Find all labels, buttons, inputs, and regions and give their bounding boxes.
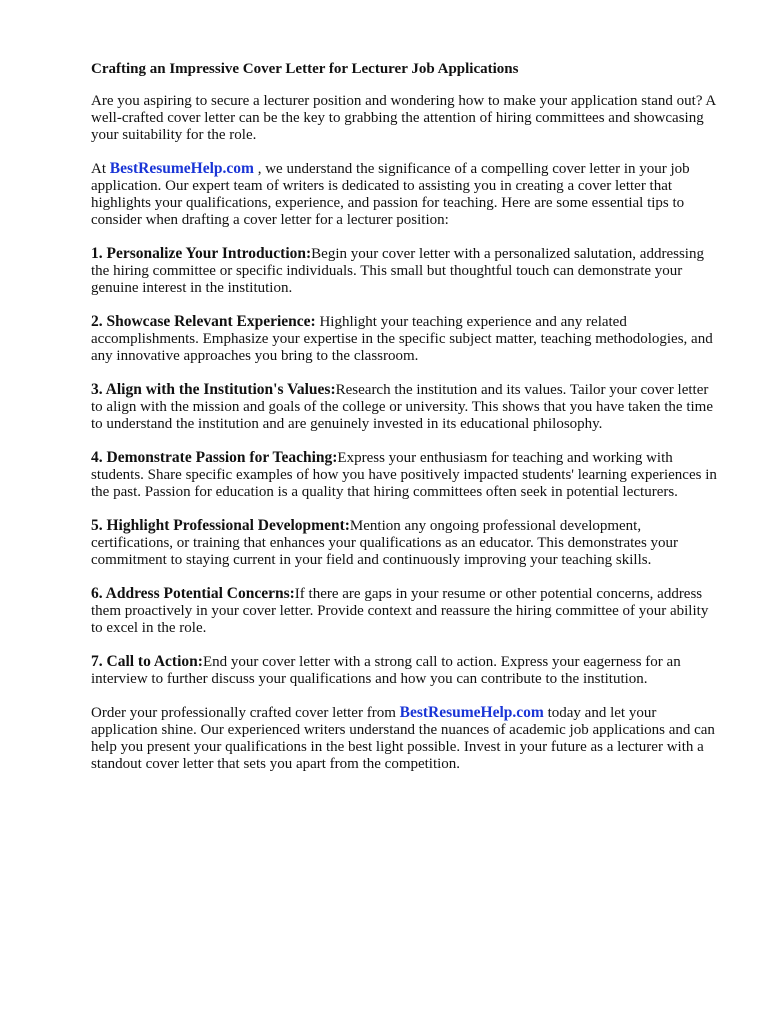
tip-heading: 7. Call to Action: xyxy=(91,653,203,670)
tip-heading: 4. Demonstrate Passion for Teaching: xyxy=(91,449,338,466)
company-text: , we understand the significance of a compelling cover letter in your job application. Our expert team of writers is dedicated to assisting you in creating a cover letter that highlights your qualifications, experience, and passion for teaching. Here are some essential tips to consider when drafting a cover letter for a lecturer position: xyxy=(91,161,690,228)
company-paragraph xyxy=(91,160,723,229)
document-title: Crafting an Impressive Cover Letter for Lecturer Job Applications xyxy=(91,61,519,77)
tip-paragraph xyxy=(91,449,723,501)
tip-text: Highlight your teaching experience and any related accomplishments. Emphasize your expertise in the specific subject matter, teaching methodologies, and any innovative approaches you bring to the classroom. xyxy=(91,314,713,364)
intro-paragraph: Are you aspiring to secure a lecturer position and wondering how to make your application stand out? A well-crafted cover letter can be the key to grabbing the attention of hiring committees and showcasing your suitability for the role. xyxy=(91,93,716,143)
tip-heading: 5. Highlight Professional Development: xyxy=(91,517,350,534)
tip-paragraph xyxy=(91,517,723,569)
closing-paragraph xyxy=(91,704,723,773)
tip-paragraph xyxy=(91,585,723,637)
tip-text: Mention any ongoing professional development, certifications, or training that enhances your qualifications as an educator. This demonstrates your commitment to staying current in your field and continuously improving your teaching skills. xyxy=(91,518,679,568)
company-prefix: At xyxy=(91,161,106,177)
tip-text: If there are gaps in your resume or other potential concerns, address them proactively in your cover letter. Provide context and reassure the hiring committee of your ability to excel in the role. xyxy=(91,586,709,636)
tip-paragraph xyxy=(91,245,723,297)
tip-text: Begin your cover letter with a personalized salutation, addressing the hiring committee or specific individuals. This small but thoughtful touch can demonstrate your genuine interest in the institution. xyxy=(91,246,704,296)
bestresumehelp-link[interactable]: BestResumeHelp.com xyxy=(109,160,254,177)
tip-heading: 6. Address Potential Concerns: xyxy=(91,585,295,602)
tip-text: End your cover letter with a strong call to action. Express your eagerness for an interview to further discuss your qualifications and how you can contribute to the institution. xyxy=(91,654,681,687)
tip-paragraph xyxy=(91,313,723,365)
bestresumehelp-link[interactable]: BestResumeHelp.com xyxy=(399,704,544,721)
tip-paragraph xyxy=(91,653,723,688)
closing-prefix: Order your professionally crafted cover letter from xyxy=(91,705,396,721)
tip-text: Research the institution and its values. Tailor your cover letter to align with the mission and goals of the college or university. This shows that you have taken the time to understand the institution and are genuinely invested in its educational philosophy. xyxy=(91,382,713,432)
document-page xyxy=(91,60,723,789)
tip-heading: 3. Align with the Institution's Values: xyxy=(91,381,336,398)
tip-text: Express your enthusiasm for teaching and working with students. Share specific examples of how you have positively impacted students' learning experiences in the past. Passion for education is a quality that hiring committees often seek in potential lecturers. xyxy=(91,450,717,500)
closing-text: today and let your application shine. Our experienced writers understand the nuances of academic job applications and can help you present your qualifications in the best light possible. Invest in your future as a lecturer with a standout cover letter that sets you apart from the competition. xyxy=(91,705,715,772)
tip-heading: 2. Showcase Relevant Experience: xyxy=(91,313,316,330)
tip-heading: 1. Personalize Your Introduction: xyxy=(91,245,312,262)
tip-paragraph xyxy=(91,381,723,433)
